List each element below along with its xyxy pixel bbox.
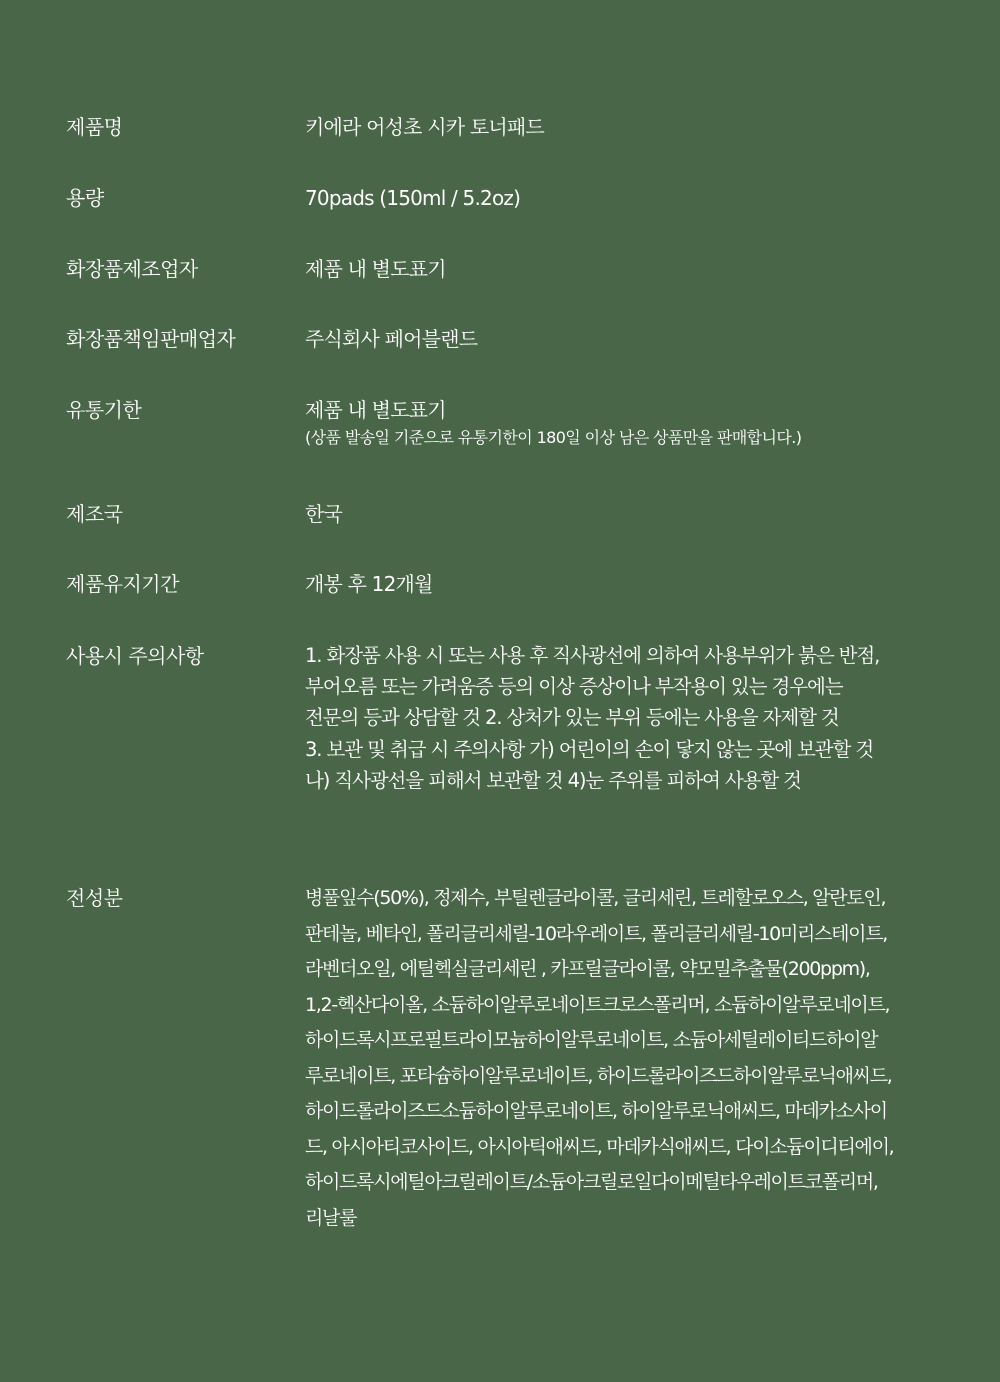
spec-value [305,499,955,529]
ingredient-line: 하이드롤라이즈드소듐하이알루로네이트, 하이알루로닉애씨드, 마데카소사이 [305,1100,887,1122]
spec-label: 제조국 [66,502,123,526]
ingredient-line: 라벤더오일, 에틸헥실글리세린 , 카프릴글라이콜, 약모밀추출물(200ppm), [305,958,870,980]
ingredients-text [305,883,955,1238]
spec-value [305,112,955,142]
caution-text [305,641,955,797]
spec-label: 화장품제조업자 [66,257,198,281]
spec-value [305,395,955,449]
seller-value: 주식회사 페어블랜드 [305,327,478,351]
spec-value [305,254,955,284]
expiry-value: 제품 내 별도표기 [305,398,446,422]
ingredient-line: 루로네이트, 포타슘하이알루로네이트, 하이드롤라이즈드하이알루로닉애씨드, [305,1064,892,1087]
spec-label: 용량 [66,186,104,210]
caution-line: 나) 직사광선을 피해서 보관할 것 4)눈 주위를 피하여 사용할 것 [305,768,801,792]
manufacturer-value: 제품 내 별도표기 [305,257,446,281]
caution-line: 전문의 등과 상담할 것 2. 상처가 있는 부위 등에는 사용을 자제할 것 [305,706,839,730]
origin-value: 한국 [305,502,343,526]
expiry-note: (상품 발송일 기준으로 유통기한이 180일 이상 남은 상품만을 판매합니다.) [305,428,802,447]
spec-label: 전성분 [66,886,123,910]
caution-line: 1. 화장품 사용 시 또는 사용 후 직사광선에 의하여 사용부위가 붉은 반점, [305,644,880,667]
ingredient-line: 하이드록시에틸아크릴레이트/소듐아크릴로일다이메틸타우레이트코폴리머, [305,1171,878,1193]
caution-line: 부어오름 또는 가려움증 등의 이상 증상이나 부작용이 있는 경우에는 [305,675,843,699]
ingredient-line: 판테놀, 베타인, 폴리글리세릴-10라우레이트, 폴리글리세릴-10미리스테이트, [305,922,888,945]
spec-label: 제품명 [66,115,123,139]
product-name-value: 키에라 어성초 시카 토너패드 [305,115,544,139]
ingredient-line: 1,2-헥산다이올, 소듐하이알루로네이트크로스폴리머, 소듐하이알루로네이트, [305,993,890,1016]
ingredient-line: 리날룰 [305,1206,357,1229]
volume-value: 70pads (150ml / 5.2oz) [305,186,521,210]
shelf-life-value: 개봉 후 12개월 [305,572,433,596]
ingredient-line: 하이드록시프로필트라이모늄하이알루로네이트, 소듐아세틸레이티드하이알 [305,1029,878,1051]
ingredient-line: 병풀잎수(50%), 정제수, 부틸렌글라이콜, 글리세린, 트레할로오스, 알란토인, [305,887,886,909]
ingredient-line: 드, 아시아티코사이드, 아시아틱애씨드, 마데카식애씨드, 다이소듐이디티에이, [305,1135,894,1158]
spec-label: 화장품책임판매업자 [66,327,236,351]
spec-label: 제품유지기간 [66,572,179,596]
spec-label: 유통기한 [66,398,142,422]
spec-value [305,324,955,354]
spec-label: 사용시 주의사항 [66,644,204,668]
caution-line: 3. 보관 및 취급 시 주의사항 가) 어린이의 손이 닿지 않는 곳에 보관할 것 [305,737,874,761]
spec-value [305,569,955,599]
spec-value [305,183,955,213]
